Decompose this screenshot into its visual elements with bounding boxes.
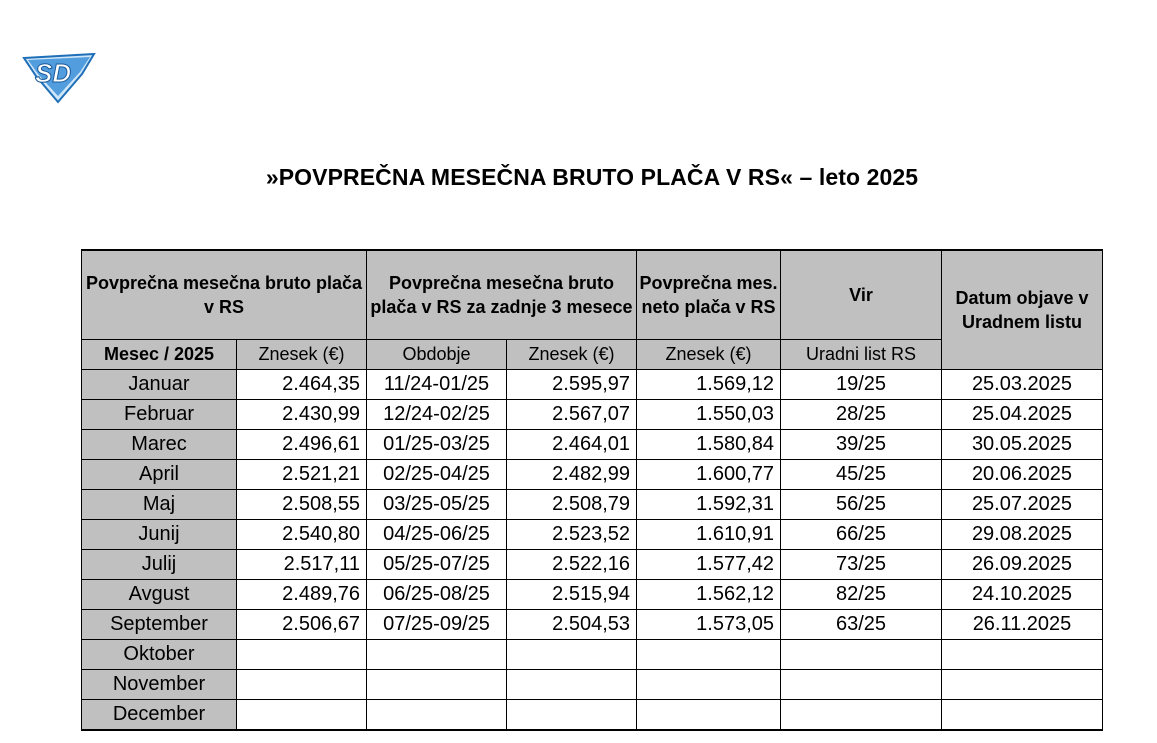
header-neto: Povprečna mes. neto plača v RS (637, 250, 781, 339)
table-cell-neto: 1.610,91 (637, 519, 781, 549)
table-cell-bruto: 2.506,67 (237, 609, 367, 639)
table-cell-bruto: 2.508,55 (237, 489, 367, 519)
table-cell-date: 24.10.2025 (942, 579, 1103, 609)
table-cell-bruto3: 2.504,53 (507, 609, 637, 639)
table-cell-period: 05/25-07/25 (367, 549, 507, 579)
table-cell-period: 12/24-02/25 (367, 399, 507, 429)
table-cell-source: 63/25 (781, 609, 942, 639)
table-cell-bruto (237, 639, 367, 669)
table-cell-date (942, 639, 1103, 669)
table-cell-date: 25.04.2025 (942, 399, 1103, 429)
table-cell-neto: 1.550,03 (637, 399, 781, 429)
table-cell-source: 39/25 (781, 429, 942, 459)
table-cell-period: 07/25-09/25 (367, 609, 507, 639)
table-cell-source: 66/25 (781, 519, 942, 549)
table-cell-source: 73/25 (781, 549, 942, 579)
table-cell-bruto3 (507, 669, 637, 699)
svg-text:SD: SD (35, 58, 72, 88)
table-cell-bruto3 (507, 639, 637, 669)
table-cell-month: Avgust (82, 579, 237, 609)
table-cell-date (942, 669, 1103, 699)
table-cell-date: 25.03.2025 (942, 369, 1103, 399)
table-cell-date: 26.09.2025 (942, 549, 1103, 579)
table-cell-bruto3: 2.464,01 (507, 429, 637, 459)
table-cell-period: 02/25-04/25 (367, 459, 507, 489)
table-cell-month: Julij (82, 549, 237, 579)
table-row (82, 429, 1103, 459)
table-cell-neto (637, 639, 781, 669)
table-row (82, 519, 1103, 549)
table-cell-source (781, 639, 942, 669)
table-cell-bruto (237, 699, 367, 730)
table-cell-source: 56/25 (781, 489, 942, 519)
table-cell-bruto3: 2.567,07 (507, 399, 637, 429)
table-cell-neto (637, 699, 781, 730)
table-cell-bruto: 2.521,21 (237, 459, 367, 489)
table-cell-neto: 1.569,12 (637, 369, 781, 399)
table-cell-source: 45/25 (781, 459, 942, 489)
table-cell-neto: 1.577,42 (637, 549, 781, 579)
sd-logo-icon (22, 48, 96, 104)
table-cell-period: 06/25-08/25 (367, 579, 507, 609)
table-row (82, 609, 1103, 639)
table-cell-bruto3: 2.522,16 (507, 549, 637, 579)
table-cell-source: 82/25 (781, 579, 942, 609)
table-cell-source (781, 699, 942, 730)
subheader-amount-neto: Znesek (€) (637, 339, 781, 369)
table-cell-bruto3: 2.482,99 (507, 459, 637, 489)
table-row (82, 669, 1103, 699)
subheader-source: Uradni list RS (781, 339, 942, 369)
table-cell-bruto: 2.540,80 (237, 519, 367, 549)
header-source: Vir (781, 250, 942, 339)
table-row (82, 489, 1103, 519)
header-bruto: Povprečna mesečna bruto plača v RS (82, 250, 367, 339)
header-publication-date: Datum objave v Uradnem listu (942, 250, 1103, 369)
table-cell-source: 19/25 (781, 369, 942, 399)
table-cell-month: November (82, 669, 237, 699)
table-row (82, 549, 1103, 579)
table-cell-source: 28/25 (781, 399, 942, 429)
table-cell-period: 04/25-06/25 (367, 519, 507, 549)
table-row (82, 579, 1103, 609)
table-cell-bruto: 2.517,11 (237, 549, 367, 579)
subheader-amount-bruto3: Znesek (€) (507, 339, 637, 369)
table-cell-neto (637, 669, 781, 699)
table-row (82, 699, 1103, 730)
table-cell-bruto3: 2.595,97 (507, 369, 637, 399)
table-cell-bruto3: 2.508,79 (507, 489, 637, 519)
table-cell-month: April (82, 459, 237, 489)
table-cell-date: 30.05.2025 (942, 429, 1103, 459)
table-cell-neto: 1.592,31 (637, 489, 781, 519)
table-cell-month: Oktober (82, 639, 237, 669)
table-cell-bruto3: 2.515,94 (507, 579, 637, 609)
salary-table (81, 249, 1103, 731)
table-cell-period: 03/25-05/25 (367, 489, 507, 519)
table-cell-neto: 1.600,77 (637, 459, 781, 489)
table-cell-month: September (82, 609, 237, 639)
table-cell-period: 01/25-03/25 (367, 429, 507, 459)
table-cell-bruto3 (507, 699, 637, 730)
table-cell-month: December (82, 699, 237, 730)
table-cell-month: Januar (82, 369, 237, 399)
table-cell-month: Junij (82, 519, 237, 549)
subheader-amount-bruto: Znesek (€) (237, 339, 367, 369)
table-cell-neto: 1.562,12 (637, 579, 781, 609)
subheader-month: Mesec / 2025 (82, 339, 237, 369)
table-cell-period (367, 639, 507, 669)
table-cell-bruto (237, 669, 367, 699)
table-cell-bruto3: 2.523,52 (507, 519, 637, 549)
table-cell-date: 26.11.2025 (942, 609, 1103, 639)
table-cell-date: 25.07.2025 (942, 489, 1103, 519)
page-title: »POVPREČNA MESEČNA BRUTO PLAČA V RS« – leto 2025 (265, 164, 919, 190)
table-cell-date: 20.06.2025 (942, 459, 1103, 489)
table-cell-month: Maj (82, 489, 237, 519)
table-cell-source (781, 669, 942, 699)
table-cell-month: Februar (82, 399, 237, 429)
table-cell-neto: 1.580,84 (637, 429, 781, 459)
table-row (82, 639, 1103, 669)
table-cell-bruto: 2.489,76 (237, 579, 367, 609)
table-row (82, 399, 1103, 429)
table-cell-month: Marec (82, 429, 237, 459)
subheader-period: Obdobje (367, 339, 507, 369)
table-cell-bruto: 2.430,99 (237, 399, 367, 429)
header-bruto-3-months: Povprečna mesečna bruto plača v RS za zadnje 3 mesece (367, 250, 637, 339)
table-cell-bruto: 2.464,35 (237, 369, 367, 399)
table-row (82, 459, 1103, 489)
table-cell-bruto: 2.496,61 (237, 429, 367, 459)
table-cell-date: 29.08.2025 (942, 519, 1103, 549)
table-cell-neto: 1.573,05 (637, 609, 781, 639)
table-cell-period: 11/24-01/25 (367, 369, 507, 399)
table-cell-period (367, 699, 507, 730)
table-row (82, 369, 1103, 399)
table-cell-date (942, 699, 1103, 730)
table-cell-period (367, 669, 507, 699)
